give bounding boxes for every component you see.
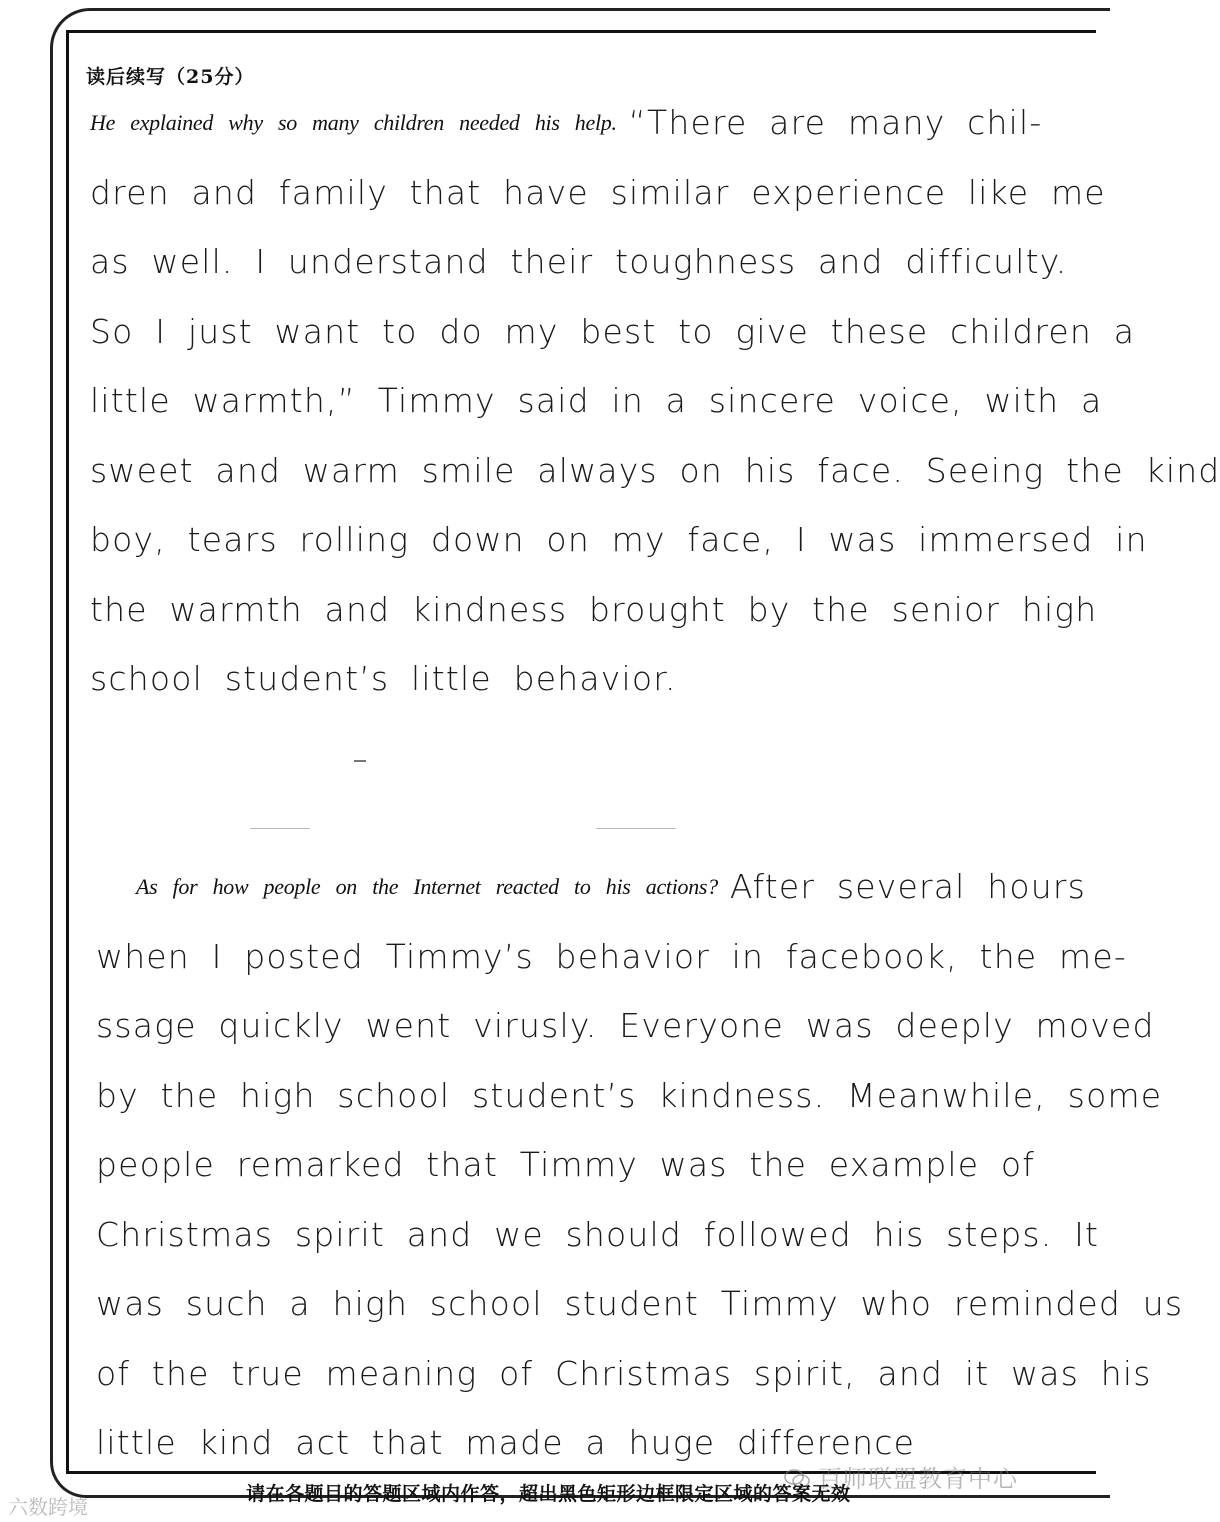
stray-mark bbox=[596, 828, 676, 829]
section-title: 读后续写（25分） bbox=[86, 66, 255, 88]
paragraph-one-prompt: He explained why so many children needed his help. bbox=[90, 110, 617, 135]
corner-watermark: 六数跨境 bbox=[8, 1495, 88, 1519]
answer-line: little kind act that made a huge difference bbox=[96, 1423, 916, 1462]
answer-line: Christmas spirit and we should followed his steps. It bbox=[96, 1214, 1100, 1254]
footer-instruction: 请在各题目的答题区域内作答，超出黑色矩形边框限定区域的答案无效 bbox=[246, 1483, 851, 1505]
answer-line: of the true meaning of Christmas spirit, and it was his bbox=[96, 1353, 1152, 1393]
answer-line: when I posted Timmy’s behavior in facebook, the me- bbox=[96, 936, 1127, 976]
answer-line: dren and family that have similar experience like me bbox=[90, 172, 1106, 212]
answer-line: the warmth and kindness brought by the senior high bbox=[90, 589, 1098, 629]
answer-line: was such a high school student Timmy who reminded us bbox=[96, 1284, 1184, 1323]
answer-line: by the high school student’s kindness. Meanwhile, some bbox=[96, 1075, 1163, 1115]
answer-line: ssage quickly went virusly. Everyone was deeply moved bbox=[96, 1006, 1155, 1045]
watermark-text: 百师联盟教育中心 bbox=[818, 1465, 1018, 1493]
paragraph-one bbox=[90, 88, 1220, 714]
answer-line bbox=[90, 88, 1220, 158]
answer-line: as well. I understand their toughness and difficulty. bbox=[90, 242, 1068, 281]
answer-line: little warmth,” Timmy said in a sincere voice, with a bbox=[90, 381, 1103, 420]
answer-line: So I just want to do my best to give these children a bbox=[90, 311, 1136, 351]
answer-line: boy, tears rolling down on my face, I was immersed in bbox=[90, 520, 1148, 559]
handwriting-text: After several hours bbox=[729, 867, 1086, 906]
stray-mark bbox=[354, 760, 366, 762]
stray-mark bbox=[250, 828, 310, 829]
paragraph-two bbox=[96, 852, 1183, 1478]
answer-line: people remarked that Timmy was the example of bbox=[96, 1145, 1036, 1184]
handwriting-text: “There are many chil- bbox=[628, 103, 1043, 142]
answer-line: sweet and warm smile always on his face. Seeing the kind bbox=[90, 450, 1220, 490]
answer-line bbox=[96, 852, 1183, 922]
paragraph-two-prompt: As for how people on the Internet reacted to his actions? bbox=[136, 874, 718, 899]
answer-line: school student’s little behavior. bbox=[90, 659, 677, 698]
